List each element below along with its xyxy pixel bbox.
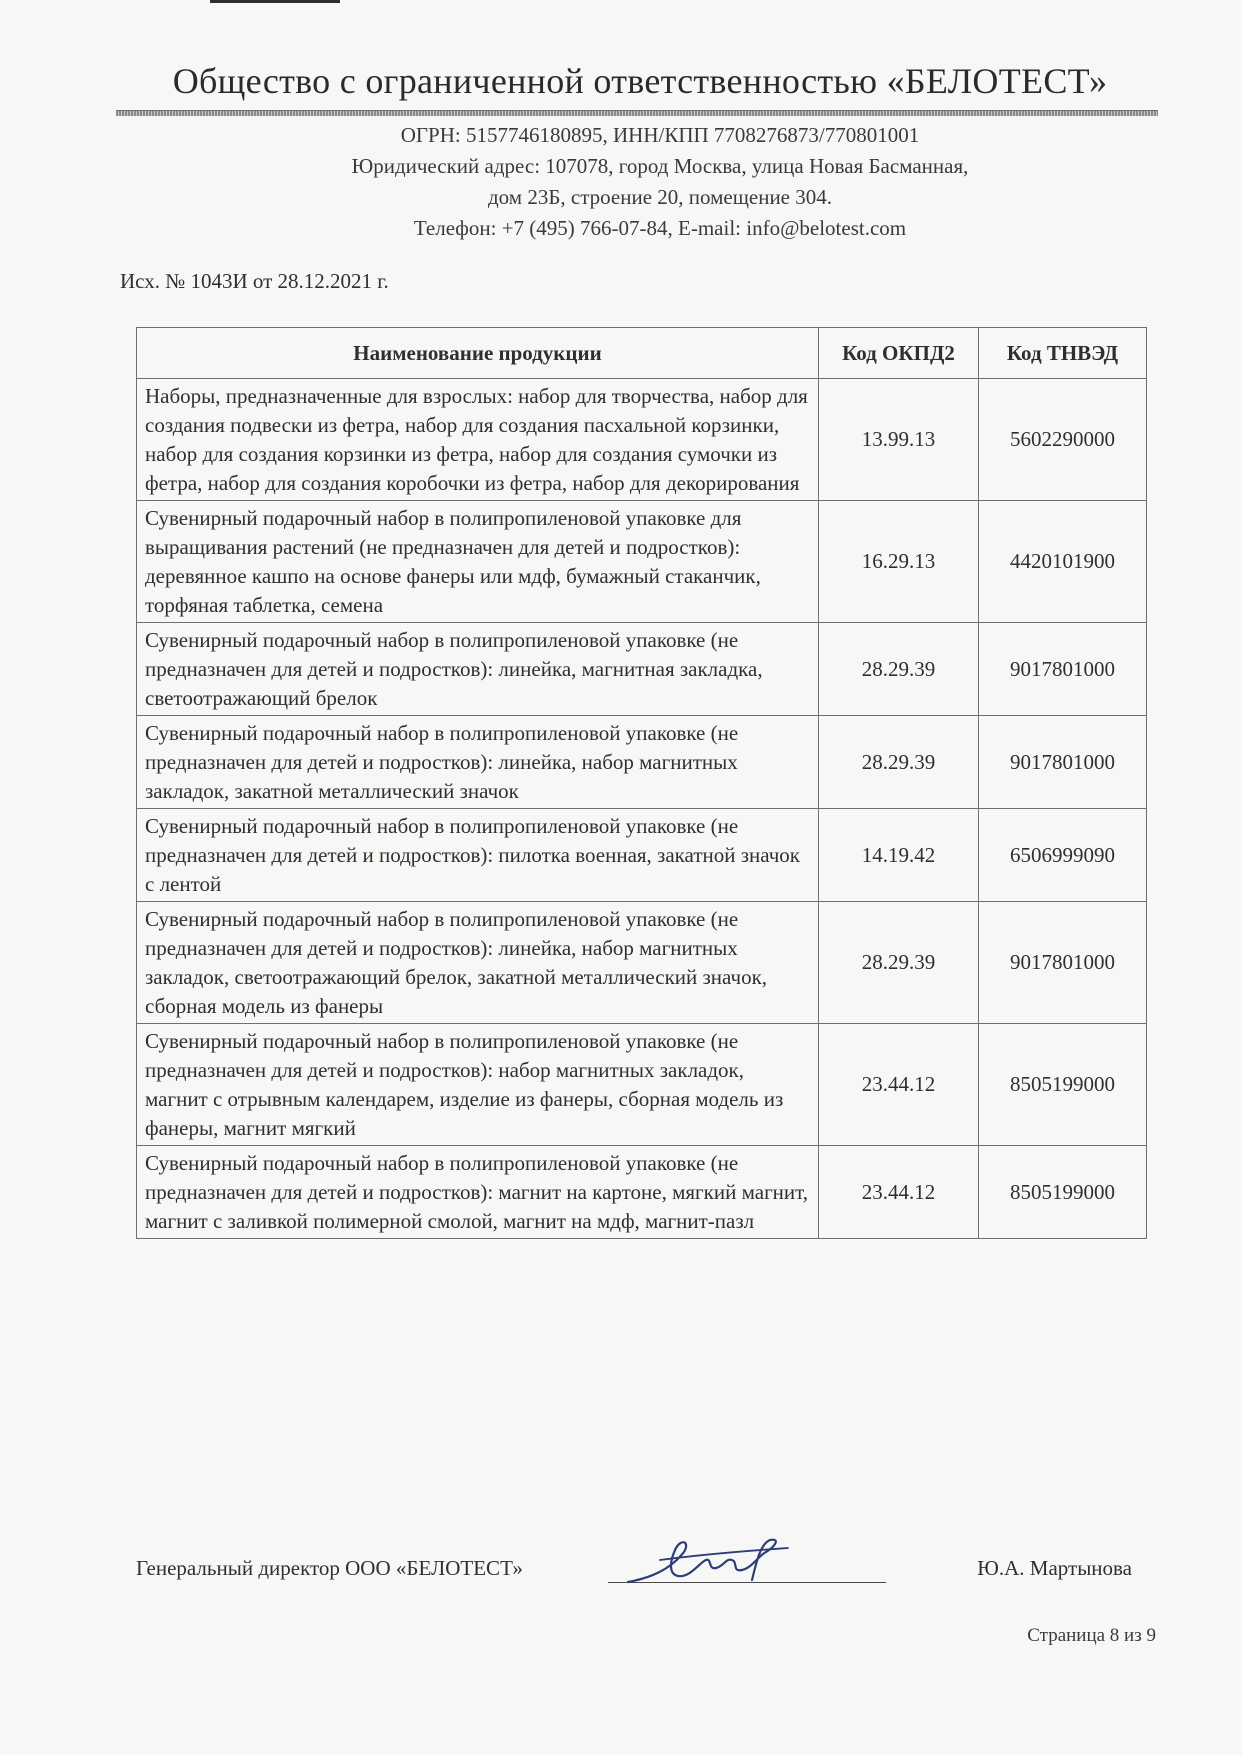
header-okpd2: Код ОКПД2 <box>819 328 979 379</box>
table-row <box>137 1146 1147 1239</box>
table-row <box>137 623 1147 716</box>
table-row <box>137 1024 1147 1146</box>
tnved-code: 6506999090 <box>979 809 1147 902</box>
product-name: Сувенирный подарочный набор в полипропиленовой упаковке (не предназначен для детей и подростков): линейка, магнитная закладка, светоотражающий брелок <box>137 623 819 716</box>
tnved-code: 5602290000 <box>979 379 1147 501</box>
product-name: Сувенирный подарочный набор в полипропиленовой упаковке (не предназначен для детей и подростков): пилотка военная, закатной значок с лентой <box>137 809 819 902</box>
signatory-position: Генеральный директор ООО «БЕЛОТЕСТ» <box>136 1556 523 1580</box>
table-header-row <box>137 328 1147 379</box>
table-row <box>137 902 1147 1024</box>
tnved-code: 9017801000 <box>979 716 1147 809</box>
okpd2-code: 13.99.13 <box>819 379 979 501</box>
okpd2-code: 14.19.42 <box>819 809 979 902</box>
contacts-line: Телефон: +7 (495) 766-07-84, E-mail: info@belotest.com <box>413 216 907 240</box>
signature-block <box>136 1556 1146 1596</box>
header-tnved: Код ТНВЭД <box>979 328 1147 379</box>
product-name: Сувенирный подарочный набор в полипропиленовой упаковке (не предназначен для детей и подростков): набор магнитных закладок, магнит с отрывным календарем, изделие из фанеры, сборная модель из фанеры, магнит мягкий <box>137 1024 819 1146</box>
company-requisites <box>180 120 1140 244</box>
product-name: Сувенирный подарочный набор в полипропиленовой упаковке для выращивания растений (не предназначен для детей и подростков): деревянное кашпо на основе фанеры или мдф, бумажный стаканчик, торфяная таблетка, семена <box>137 501 819 623</box>
okpd2-code: 16.29.13 <box>819 501 979 623</box>
okpd2-code: 28.29.39 <box>819 623 979 716</box>
ogrn-line: ОГРН: 5157746180895, ИНН/КПП 7708276873/770801001 <box>400 123 920 147</box>
page-number: Страница 8 из 9 <box>1027 1625 1156 1646</box>
table-row <box>137 501 1147 623</box>
tnved-code: 8505199000 <box>979 1146 1147 1239</box>
header-product-name: Наименование продукции <box>137 328 819 379</box>
table-row <box>137 809 1147 902</box>
address-line-1: Юридический адрес: 107078, город Москва, улица Новая Басманная, <box>351 154 969 178</box>
signatory-name: Ю.А. Мартынова <box>977 1556 1132 1580</box>
tnved-code: 4420101900 <box>979 501 1147 623</box>
handwritten-signature <box>620 1530 800 1588</box>
tnved-code: 9017801000 <box>979 902 1147 1024</box>
tnved-code: 8505199000 <box>979 1024 1147 1146</box>
okpd2-code: 28.29.39 <box>819 716 979 809</box>
product-name: Сувенирный подарочный набор в полипропиленовой упаковке (не предназначен для детей и подростков): линейка, набор магнитных закладок, закатной металлический значок <box>137 716 819 809</box>
table-row <box>137 716 1147 809</box>
product-name: Сувенирный подарочный набор в полипропиленовой упаковке (не предназначен для детей и подростков): магнит на картоне, мягкий магнит, магнит с заливкой полимерной смолой, магнит на мдф, магнит-пазл <box>137 1146 819 1239</box>
address-line-2: дом 23Б, строение 20, помещение 304. <box>488 185 832 209</box>
okpd2-code: 23.44.12 <box>819 1146 979 1239</box>
okpd2-code: 23.44.12 <box>819 1024 979 1146</box>
scan-artifact-line <box>210 0 340 3</box>
company-title: Общество с ограниченной ответственностью «БЕЛОТЕСТ» <box>172 61 1108 101</box>
title-divider <box>116 110 1158 116</box>
product-name: Сувенирный подарочный набор в полипропиленовой упаковке (не предназначен для детей и подростков): линейка, набор магнитных закладок, светоотражающий брелок, закатной металлический значок, сборная модель из фанеры <box>137 902 819 1024</box>
products-table <box>136 327 1147 1239</box>
okpd2-code: 28.29.39 <box>819 902 979 1024</box>
table-row <box>137 379 1147 501</box>
tnved-code: 9017801000 <box>979 623 1147 716</box>
product-name: Наборы, предназначенные для взрослых: набор для творчества, набор для создания подвески из фетра, набор для создания пасхальной корзинки, набор для создания корзинки из фетра, набор для создания сумочки из фетра, набор для создания коробочки из фетра, набор для декорирования <box>137 379 819 501</box>
outgoing-number: Исх. № 1043И от 28.12.2021 г. <box>120 269 389 293</box>
